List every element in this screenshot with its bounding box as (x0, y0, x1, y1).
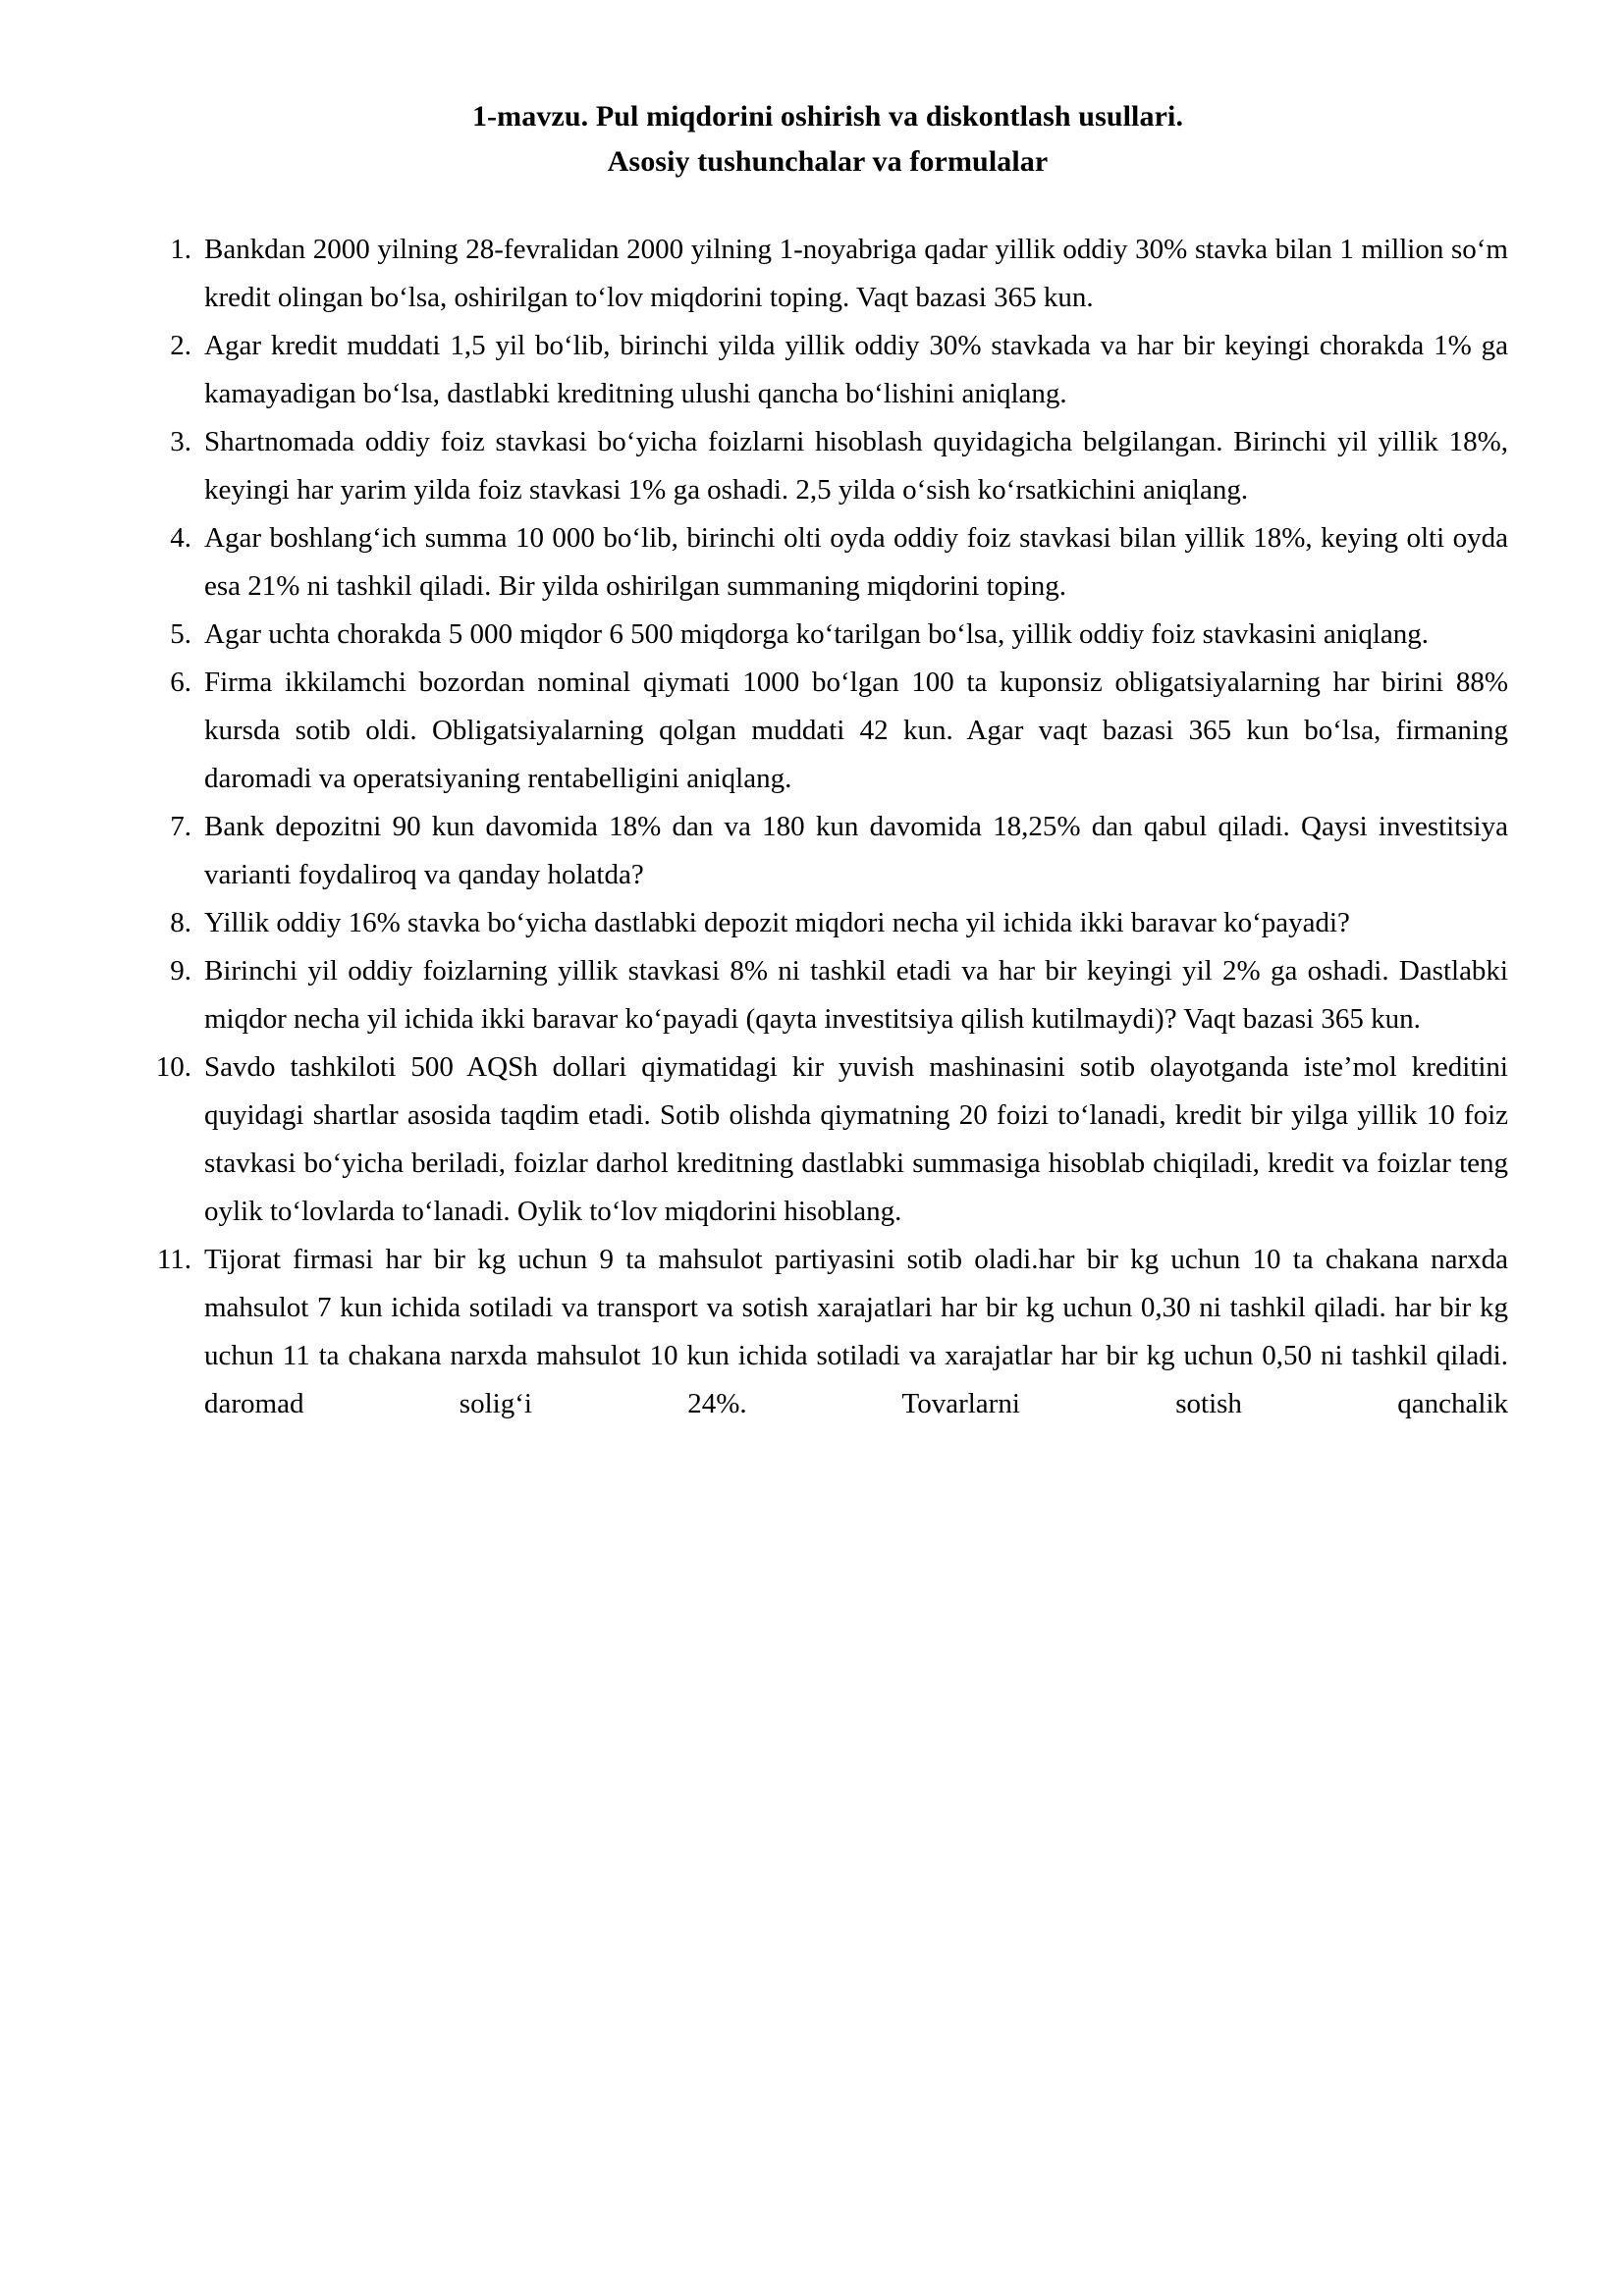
problem-item-1 (147, 226, 1508, 322)
document-body (147, 94, 1508, 1428)
problem-item-11 (147, 1236, 1508, 1428)
problem-number: 7. (170, 811, 191, 842)
problem-text: Agar boshlang‘ich summa 10 000 bo‘lib, birinchi olti oyda oddiy foiz stavkasi bilan yillik 18%, keying olti oyda esa 21% ni tashkil qiladi. Bir yilda oshirilgan summaning miqdorini toping. (204, 522, 1508, 602)
problem-item-3 (147, 418, 1508, 514)
problem-number: 2. (170, 330, 191, 361)
problem-number: 5. (170, 618, 191, 650)
problem-number: 8. (170, 907, 191, 938)
problem-text: Savdo tashkiloti 500 AQSh dollari qiymatidagi kir yuvish mashinasini sotib olayotganda iste’mol kreditini quyidagi shartlar asosida taqdim etadi. Sotib olishda qiymatning 20 foizi to‘lanadi, kredit bir yilga yillik 10 foiz stavkasi bo‘yicha beriladi, foizlar darhol kreditning dastlabki summasiga hisoblab chiqiladi, kredit va foizlar teng oylik to‘lovlarda to‘lanadi. Oylik to‘lov miqdorini hisoblang. (204, 1051, 1508, 1227)
problem-item-6 (147, 659, 1508, 803)
problem-number: 11. (156, 1244, 191, 1275)
problem-text: Agar uchta chorakda 5 000 miqdor 6 500 miqdorga ko‘tarilgan bo‘lsa, yillik oddiy foiz stavkasini aniqlang. (204, 618, 1429, 650)
document-title-line-2: Asosiy tushunchalar va formulalar (607, 145, 1049, 178)
problem-number: 9. (170, 955, 191, 987)
document-title-block (147, 94, 1508, 185)
problem-text: Agar kredit muddati 1,5 yil bo‘lib, birinchi yilda yillik oddiy 30% stavkada va har bir keyingi chorakda 1% ga kamayadigan bo‘lsa, dastlabki kreditning ulushi qancha bo‘lishini aniqlang. (204, 330, 1508, 409)
document-title-line-1: 1-mavzu. Pul miqdorini oshirish va diskontlash usullari. (471, 100, 1184, 133)
problem-list (147, 226, 1508, 1428)
problem-number: 1. (170, 234, 191, 265)
problem-text: Firma ikkilamchi bozordan nominal qiymati 1000 bo‘lgan 100 ta kuponsiz obligatsiyalarning har birini 88% kursda sotib oldi. Obligatsiyalarning qolgan muddati 42 kun. Agar vaqt bazasi 365 kun bo‘lsa, firmaning daromadi va operatsiyaning rentabelligini aniqlang. (204, 667, 1508, 794)
problem-number: 3. (170, 426, 191, 457)
problem-text: Bank depozitni 90 kun davomida 18% dan va 180 kun davomida 18,25% dan qabul qiladi. Qaysi investitsiya varianti foydaliroq va qanday holatda? (204, 811, 1508, 890)
problem-text: Tijorat firmasi har bir kg uchun 9 ta mahsulot partiyasini sotib oladi.har bir kg uchun 10 ta chakana narxda mahsulot 7 kun ichida sotiladi va transport va sotish xarajatlari har bir kg uchun 0,30 ni tashkil qiladi. har bir kg uchun 11 ta chakana narxda mahsulot 10 kun ichida sotiladi va xarajatlar har bir kg uchun 0,50 ni tashkil qiladi. daromad solig‘i 24%. Tovarlarni sotish qanchalik (204, 1244, 1508, 1419)
problem-number: 10. (155, 1051, 191, 1083)
problem-text: Shartnomada oddiy foiz stavkasi bo‘yicha foizlarni hisoblash quyidagicha belgilangan. Birinchi yil yillik 18%, keyingi har yarim yilda foiz stavkasi 1% ga oshadi. 2,5 yilda o‘sish ko‘rsatkichini aniqlang. (204, 426, 1508, 506)
problem-item-9 (147, 947, 1508, 1043)
problem-item-4 (147, 514, 1508, 611)
problem-number: 4. (170, 522, 191, 554)
problem-text: Yillik oddiy 16% stavka bo‘yicha dastlabki depozit miqdori necha yil ichida ikki baravar ko‘payadi? (204, 907, 1350, 938)
problem-text: Bankdan 2000 yilning 28-fevralidan 2000 yilning 1-noyabriga qadar yillik oddiy 30% stavka bilan 1 million so‘m kredit olingan bo‘lsa, oshirilgan to‘lov miqdorini toping. Vaqt bazasi 365 kun. (204, 234, 1508, 313)
problem-number: 6. (170, 667, 191, 698)
problem-text: Birinchi yil oddiy foizlarning yillik stavkasi 8% ni tashkil etadi va har bir keyingi yil 2% ga oshadi. Dastlabki miqdor necha yil ichida ikki baravar ko‘payadi (qayta investitsiya qilish kutilmaydi)? Vaqt bazasi 365 kun. (204, 955, 1508, 1035)
problem-item-2 (147, 322, 1508, 418)
problem-item-7 (147, 803, 1508, 899)
problem-item-8 (147, 899, 1508, 947)
problem-item-5 (147, 611, 1508, 659)
problem-item-10 (147, 1043, 1508, 1236)
